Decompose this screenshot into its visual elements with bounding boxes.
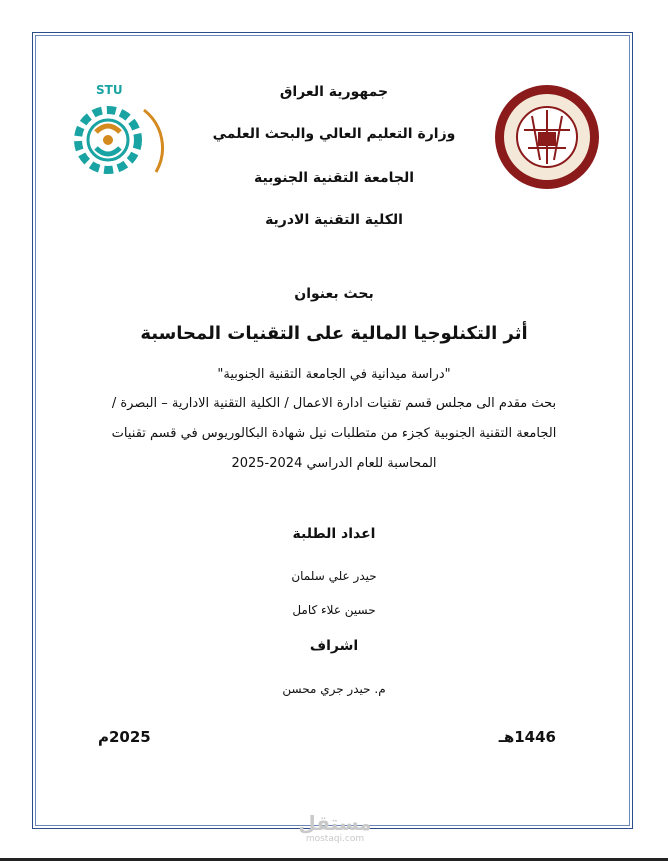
students-heading: اعداد الطلبة bbox=[292, 526, 376, 542]
research-subtitle: "دراسة ميدانية في الجامعة التقنية الجنوبية" bbox=[217, 367, 451, 382]
header-university: الجامعة التقنية الجنوبية bbox=[253, 170, 415, 186]
gregorian-year: 2025م bbox=[98, 728, 151, 746]
student-name: حيدر علي سلمان bbox=[291, 569, 377, 583]
research-description-line1: بحث مقدم الى مجلس قسم تقنيات ادارة الاعمال / الكلية التقنية الادارية – البصرة / bbox=[111, 396, 557, 411]
header-college: الكلية التقنية الادرية bbox=[265, 212, 403, 228]
bottom-divider bbox=[0, 858, 668, 861]
research-description-line3: المحاسبة للعام الدراسي 2024-2025 bbox=[231, 456, 437, 471]
student-name: حسين علاء كامل bbox=[292, 603, 376, 617]
hijri-year: 1446هـ bbox=[498, 728, 556, 746]
college-logo-initials: STU bbox=[96, 83, 123, 97]
watermark-arabic: مستقل bbox=[298, 811, 372, 835]
supervision-heading: اشراف bbox=[309, 638, 359, 654]
research-label: بحث بعنوان bbox=[294, 286, 374, 302]
research-title: أثر التكنلوجيا المالية على التقنيات المحاسبة bbox=[140, 323, 528, 344]
supervisor-name: م. حيدر جري محسن bbox=[282, 682, 386, 696]
research-description-line2: الجامعة التقنية الجنوبية كجزء من متطلبات نيل شهادة البكالوريوس في قسم تقنيات bbox=[111, 426, 557, 441]
watermark-url: mostaqi.com bbox=[305, 834, 365, 844]
header-ministry: وزارة التعليم العالي والبحث العلمي bbox=[212, 126, 456, 142]
header-country: جمهورية العراق bbox=[279, 84, 389, 100]
watermark bbox=[290, 812, 380, 844]
